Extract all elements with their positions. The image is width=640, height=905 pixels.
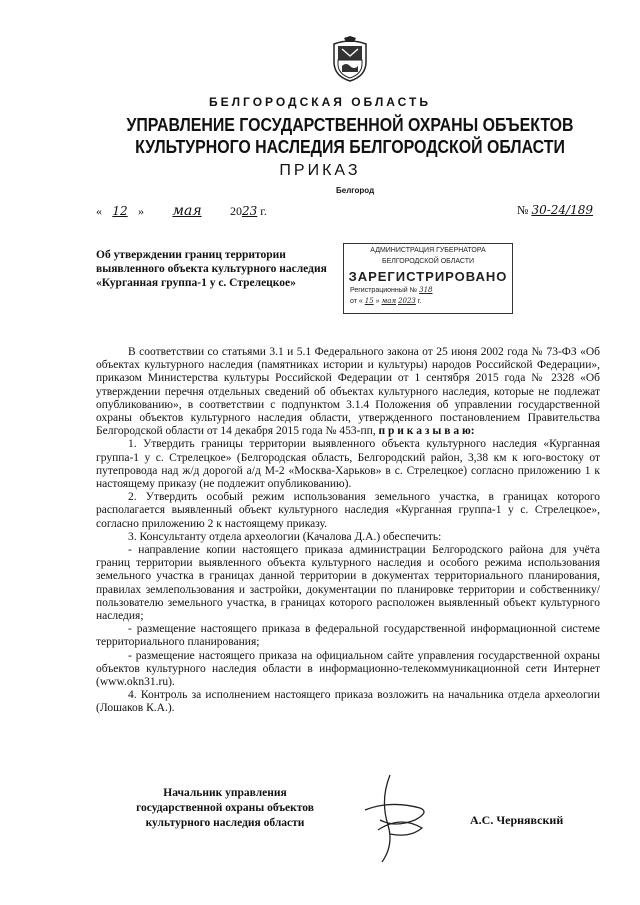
city-label: Белгород: [336, 186, 375, 195]
agency-name: [101, 114, 600, 158]
document-title: [96, 248, 371, 290]
item-3: 3. Консультанту отдела археологии (Качалова Д.А.) обеспечить:: [128, 530, 442, 543]
title-line-1: Об утверждении границ территории: [96, 249, 286, 261]
item-4: 4. Контроль за исполнением настоящего приказа возложить на начальника отдела археологии (Лошаков К.А.).: [96, 689, 600, 715]
date-day: 12: [112, 204, 128, 218]
stamp-org-line-2: БЕЛГОРОДСКОЙ ОБЛАСТИ: [382, 258, 474, 265]
title-line-2: выявленного объекта культурного наследия: [96, 263, 327, 275]
stamp-date-prefix: от «: [350, 298, 363, 305]
item-2: 2. Утвердить особый режим использования земельного участка, в границах которого располагается выявленный объект культурного наследия «Курганная группа-1 у с. Стрелецкое», согласно приложению 2 к настоящему приказу.: [96, 491, 600, 530]
stamp-date-month: мая: [381, 297, 397, 305]
document-date: [96, 203, 267, 219]
registration-stamp: [343, 243, 513, 314]
stamp-reg-line: [344, 286, 512, 294]
position-line-3: культурного наследия области: [145, 817, 305, 829]
date-month: мая: [172, 203, 202, 219]
stamp-org-line-1: АДМИНИСТРАЦИЯ ГУБЕРНАТОРА: [370, 247, 486, 254]
title-line-3: «Курганная группа-1 у с. Стрелецкое»: [96, 277, 296, 289]
document-number: [517, 203, 593, 218]
stamp-date-year: 2023: [398, 297, 416, 305]
preamble-paragraph: [96, 346, 600, 438]
number-value: 30-24/189: [531, 203, 593, 217]
signatory-position: [110, 786, 340, 831]
date-quote-close: »: [138, 204, 144, 218]
signatory-name: А.С. Чернявский: [470, 813, 564, 827]
document-body: [96, 346, 600, 716]
stamp-date-day: 15: [364, 297, 374, 305]
coat-of-arms-emblem: [330, 36, 370, 82]
preamble-text: В соответствии со статьями 3.1 и 5.1 Федерального закона от 25 июня 2002 года № 73-ФЗ «Об объектах культурного наследия (памятниках истории и культуры) народов Российской Федерации», приказом Министерства культуры Российской Федерации от 1 сентября 2015 года № 2328 «Об утверждении перечня отдельных сведений об объектах культурного наследия, которые не подлежат опубликованию», в соответствии с подпунктом 3.1.4 Положения об управлении государственной охраны объектов культурного наследия области, утвержденного постановлением Правительства Белгородской области от 14 декабря 2015 года № 453-пп,: [96, 346, 600, 438]
stamp-reg-number: 318: [419, 286, 433, 294]
number-prefix: №: [517, 203, 529, 217]
position-line-2: государственной охраны объектов: [136, 802, 314, 814]
stamp-reg-label: Регистрационный №: [350, 287, 418, 294]
agency-line-2: КУЛЬТУРНОГО НАСЛЕДИЯ БЕЛГОРОДСКОЙ ОБЛАСТИ: [135, 136, 565, 157]
document-type: ПРИКАЗ: [279, 162, 361, 179]
stamp-registered: ЗАРЕГИСТРИРОВАНО: [348, 269, 508, 284]
item-3c: - размещение настоящего приказа на официальном сайте управления государственной охраны объектов культурного наследия области в информационно-телекоммуникационной сети Интернет (www.okn31.ru).: [96, 649, 600, 689]
handwritten-signature: [360, 770, 440, 865]
item-3b: - размещение настоящего приказа в федеральной государственной информационной системе территориального планирования;: [96, 623, 600, 649]
stamp-date-line: [344, 297, 512, 305]
date-year-prefix: 20: [230, 204, 242, 218]
item-1: 1. Утвердить границы территории выявленного объекта культурного наследия «Курганная группа-1 у с. Стрелецкое» (Белгородская область, Белгородский район, 3,38 км к юго-востоку от путепровода над ж/д дорогой а/д М-2 «Москва-Харьков» в с. Стрелецкое) согласно приложению 1 к настоящему приказу (не подлежит опубликованию).: [96, 438, 600, 491]
date-year-suffix: 23: [242, 204, 258, 218]
date-quote-open: «: [96, 204, 102, 218]
date-year-abbr: г.: [260, 204, 267, 218]
region-name: БЕЛГОРОДСКАЯ ОБЛАСТЬ: [209, 95, 431, 109]
agency-line-1: УПРАВЛЕНИЕ ГОСУДАРСТВЕННОЙ ОХРАНЫ ОБЪЕКТОВ: [126, 114, 574, 135]
position-line-1: Начальник управления: [163, 787, 287, 799]
order-word: п р и к а з ы в а ю:: [378, 425, 475, 438]
stamp-date-mid: »: [375, 298, 380, 305]
item-3a: - направление копии настоящего приказа администрации Белгородского района для учёта границ территории выявленного объекта культурного наследия и особого режима использования земельного участка в границах данной территории в документах территориального планирования, правилах землепользования и застройки, документации по планировке территории и собственнику/пользователю земельного участка, в границах которого расположен выявленный объект культурного наследия;: [96, 544, 600, 623]
stamp-date-suffix: г.: [417, 298, 422, 305]
